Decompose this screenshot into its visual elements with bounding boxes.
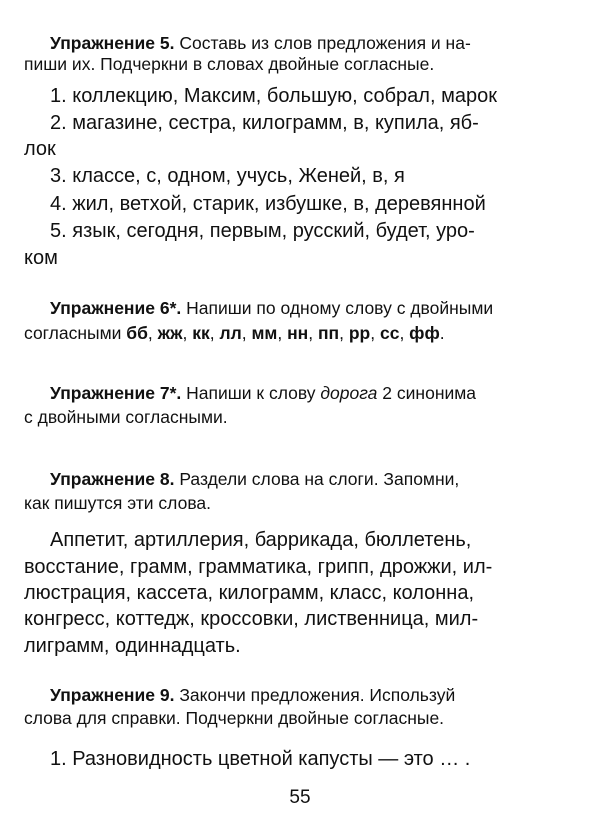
exercise-title: Упражнение 8. [50,469,175,489]
consonant-pair: нн [287,323,309,343]
instruction-text: согласными [24,323,122,343]
separator: , [399,323,410,343]
exercise-7-heading [50,382,476,404]
exercise-instruction-line [24,322,445,344]
exercise-instruction: Составь из слов предложения и на- [179,33,471,53]
italic-word: дорога [320,383,378,403]
exercise-9-heading [50,684,455,706]
consonant-pair: фф [409,323,440,343]
separator: , [370,323,380,343]
exercise-title: Упражнение 6*. [50,298,182,318]
exercise-instruction: Закончи предложения. Используй [179,685,456,705]
separator: , [277,323,288,343]
consonant-pair: бб [126,323,148,343]
list-item: 3. классе, с, одном, учусь, Женей, в, я [50,165,405,187]
list-item: 4. жил, ветхой, старик, избушке, в, деревянной [50,193,486,215]
exercise-instruction-line: как пишутся эти слова. [24,493,212,513]
exercise-title: Упражнение 7*. [50,383,182,403]
consonant-pair: кк [192,323,210,343]
consonant-pair: мм [251,323,278,343]
list-item: 5. язык, сегодня, первым, русский, будет, уро- [50,220,475,242]
consonant-pair: жж [157,323,183,343]
word-list-line: люстрация, кассета, килограмм, класс, колонна, [24,582,475,604]
list-item-continuation: лок [24,138,56,160]
exercise-instruction-line: с двойными согласными. [24,407,228,427]
word-list-line: конгресс, коттедж, кроссовки, лиственница, мил- [24,608,479,630]
exercise-instruction: Напиши к слову [186,383,316,403]
exercise-instruction-line: слова для справки. Подчеркни двойные согласные. [24,708,445,728]
exercise-title: Упражнение 5. [50,33,175,53]
list-item-continuation: ком [24,247,58,269]
page-number: 55 [289,787,311,808]
exercise-8-heading [50,468,459,490]
separator: , [147,323,158,343]
consonant-pair: сс [379,323,400,343]
word-list-line: восстание, грамм, грамматика, грипп, дрожжи, ил- [24,556,493,578]
exercise-instruction-line: пиши их. Подчеркни в словах двойные согласные. [24,54,435,74]
exercise-instruction: 2 синонима [382,383,477,403]
consonant-pair: рр [348,323,371,343]
separator: , [209,323,220,343]
exercise-5-heading [50,32,471,54]
list-item: 2. магазине, сестра, килограмм, в, купила, яб- [50,112,479,134]
separator: , [308,323,318,343]
list-item: 1. Разновидность цветной капусты — это … . [50,748,471,770]
consonant-pair: лл [219,323,242,343]
word-list-line: Аппетит, артиллерия, баррикада, бюллетень, [50,529,472,551]
consonant-pair: пп [317,323,340,343]
exercise-instruction: Напиши по одному слову с двойными [186,298,494,318]
list-item: 1. коллекцию, Максим, большую, собрал, марок [50,85,497,107]
exercise-instruction: Раздели слова на слоги. Запомни, [179,469,460,489]
separator: , [241,323,252,343]
word-list-line: лиграмм, одиннадцать. [24,635,241,657]
separator: , [339,323,349,343]
exercise-6-heading [50,297,493,319]
separator: , [182,323,193,343]
exercise-title: Упражнение 9. [50,685,175,705]
period: . [439,323,445,343]
